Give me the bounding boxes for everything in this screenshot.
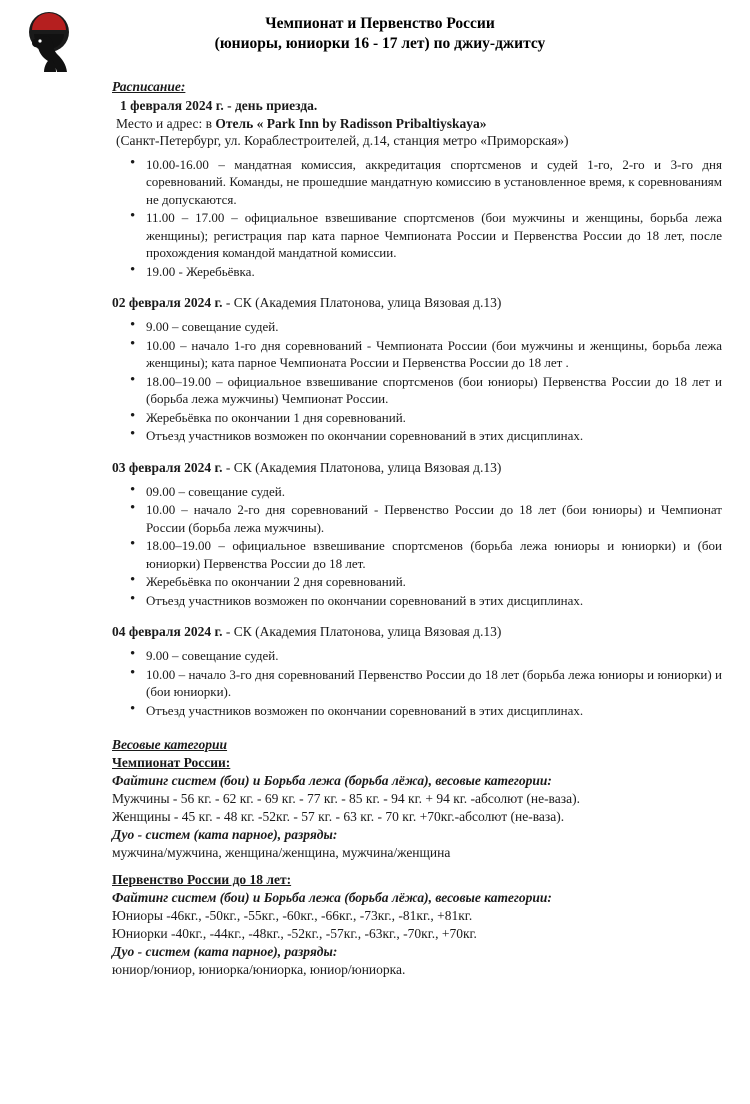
day1-venue-name: Отель « Park Inn by Radisson Pribaltiyskaya» xyxy=(215,115,487,131)
junior-duo-line: Дуо - систем (ката парное), разряды: xyxy=(112,944,338,959)
list-item: • Жеребьёвка по окончании 1 дня соревнований. xyxy=(146,409,722,427)
list-item: • Отъезд участников возможен по окончании соревнований в этих дисциплинах. xyxy=(146,702,722,720)
weight-categories-title: Весовые категории xyxy=(112,737,228,752)
junior-men-weights: Юниоры -46кг., -50кг., -55кг., -60кг., -66кг., -73кг., -81кг., +81кг. xyxy=(112,908,473,923)
day1-venue-label: Место и адрес: в xyxy=(116,115,213,131)
day1-venue xyxy=(112,115,722,133)
list-item: • 10.00 – начало 3-го дня соревнований Первенство России до 18 лет (борьба лежа юниоры и юниорки) и (бои юниорки). xyxy=(146,666,722,701)
day2-heading xyxy=(112,294,722,312)
day4-heading xyxy=(112,623,722,641)
day3-heading xyxy=(112,459,722,477)
junior-title: Первенство России до 18 лет: xyxy=(112,872,292,887)
day3-items xyxy=(112,483,722,610)
championship-disciplines: Файтинг систем (бои) и Борьба лежа (борьба лёжа), весовые категории: xyxy=(112,773,552,788)
list-item: • 9.00 – совещание судей. xyxy=(146,647,722,665)
day4-items xyxy=(112,647,722,719)
day2-venue: - СК (Академия Платонова, улица Вязовая д.13) xyxy=(222,295,502,310)
day2-items xyxy=(112,318,722,445)
list-item: • 18.00–19.00 – официальное взвешивание спортсменов (бои юниоры) Первенства России до 18 лет и (борьба лежа мужчины) Чемпионат России. xyxy=(146,373,722,408)
list-item: • Отъезд участников возможен по окончании соревнований в этих дисциплинах. xyxy=(146,427,722,445)
list-item: • 09.00 – совещание судей. xyxy=(146,483,722,501)
championship-title: Чемпионат России: xyxy=(112,755,231,770)
junior-duo-pairs: юниор/юниор, юниорка/юниорка, юниор/юниорка. xyxy=(112,962,406,977)
document-content xyxy=(112,78,722,979)
list-item: • 18.00–19.00 – официальное взвешивание спортсменов (борьба лежа юниоры и юниорки) и (бои юниорки) Первенства России до 18 лет. xyxy=(146,537,722,572)
list-item: • 10.00-16.00 – мандатная комиссия, аккредитация спортсменов и судей 1-го, 2-го и 3-го дня соревнований. Команды, не прошедшие мандатную комиссию в установленное время, к соревнованиям не допускаются. xyxy=(146,156,722,209)
list-item: • 9.00 – совещание судей. xyxy=(146,318,722,336)
list-item: • Отъезд участников возможен по окончании соревнований в этих дисциплинах. xyxy=(146,592,722,610)
championship-women-weights: Женщины - 45 кг. - 48 кг. -52кг. - 57 кг. - 63 кг. - 70 кг. +70кг.-абсолют (не-ваза). xyxy=(112,809,565,824)
day4-date: 04 февраля 2024 г. xyxy=(112,624,223,639)
document-title xyxy=(14,8,736,54)
day3-date: 03 февраля 2024 г. xyxy=(112,459,223,475)
championship-duo-line: Дуо - систем (ката парное), разряды: xyxy=(112,827,338,842)
list-item: • 10.00 – начало 1-го дня соревнований - Чемпионата России (бои мужчины и женщины, борьба лежа женщины); ката парное Чемпионата России и Первенства России до 18 лет . xyxy=(146,337,722,372)
list-item: • Жеребьёвка по окончании 2 дня соревнований. xyxy=(146,573,722,591)
junior-disciplines: Файтинг систем (бои) и Борьба лежа (борьба лёжа), весовые категории: xyxy=(112,890,552,905)
document-header xyxy=(14,8,736,70)
day2-date: 02 февраля 2024 г. xyxy=(112,295,223,310)
day3-venue: - СК (Академия Платонова, улица Вязовая д.13) xyxy=(222,459,502,475)
list-item: • 11.00 – 17.00 – официальное взвешивание спортсменов (бои мужчины и женщины, борьба лежа женщины); регистрация пар ката парное Чемпионата России и Первенства России до 18 лет, после прохождения командой мандатной комиссии. xyxy=(146,209,722,262)
list-item: • 19.00 - Жеребьёвка. xyxy=(146,263,722,281)
championship-duo-pairs: мужчина/мужчина, женщина/женщина, мужчина/женщина xyxy=(112,845,451,860)
title-line-2: (юниоры, юниорки 16 - 17 лет) по джиу-джитсу xyxy=(214,35,546,52)
schedule-section-title: Расписание: xyxy=(112,79,186,94)
day4-venue: - СК (Академия Платонова, улица Вязовая д.13) xyxy=(222,624,502,639)
title-line-1: Чемпионат и Первенство России xyxy=(265,15,495,32)
bear-emblem-logo xyxy=(18,10,80,72)
junior-women-weights: Юниорки -40кг., -44кг., -48кг., -52кг., -57кг., -63кг., -70кг., +70кг. xyxy=(112,926,477,941)
day1-items xyxy=(112,156,722,281)
championship-men-weights: Мужчины - 56 кг. - 62 кг. - 69 кг. - 77 кг. - 85 кг. - 94 кг. + 94 кг. -абсолют (не-ваза). xyxy=(112,791,580,806)
day1-address: (Санкт-Петербург, ул. Кораблестроителей, д.14, станция метро «Приморская») xyxy=(116,133,569,148)
day1-date: 1 февраля 2024 г. - день приезда. xyxy=(120,98,318,113)
list-item: • 10.00 – начало 2-го дня соревнований - Первенство России до 18 лет (бои юниоры) и Чемпионат России (борьба лежа мужчины). xyxy=(146,501,722,536)
